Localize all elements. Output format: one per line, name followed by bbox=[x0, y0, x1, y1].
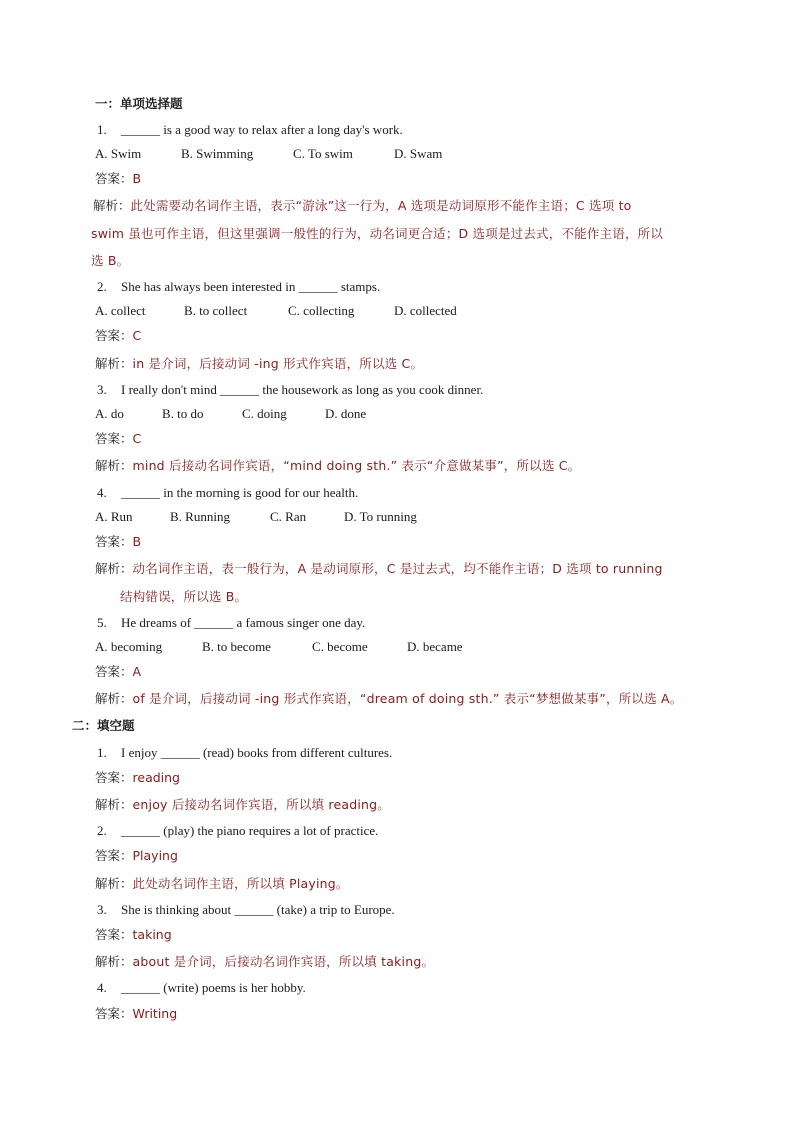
question: 2. ______ (play) the piano requires a lot of practice. bbox=[97, 823, 379, 838]
answer: 答案：reading bbox=[95, 770, 180, 785]
explanation-line: swim 虽也可作主语，但这里强调一般性的行为，动名词更合适；D 选项是过去式，不能作主语，所以 bbox=[91, 226, 664, 241]
option: A. becoming bbox=[95, 639, 163, 654]
answer: 答案：B bbox=[95, 534, 142, 549]
section-title: 二：填空题 bbox=[72, 718, 135, 733]
option: D. done bbox=[325, 406, 367, 421]
answer: 答案：Playing bbox=[95, 848, 178, 863]
options bbox=[95, 508, 417, 526]
option: C. Ran bbox=[270, 509, 307, 524]
answer: 答案：B bbox=[95, 171, 142, 186]
options bbox=[95, 302, 457, 320]
question: 5. He dreams of ______ a famous singer one day. bbox=[97, 615, 366, 630]
question: 4. ______ in the morning is good for our health. bbox=[97, 485, 359, 500]
section-title: 一：单项选择题 bbox=[95, 96, 183, 111]
answer: 答案：taking bbox=[95, 927, 172, 942]
option: D. Swam bbox=[394, 146, 443, 161]
option: B. to collect bbox=[184, 303, 248, 318]
option: B. to become bbox=[202, 639, 271, 654]
option: C. become bbox=[312, 639, 368, 654]
option: A. Run bbox=[95, 509, 133, 524]
option: C. collecting bbox=[288, 303, 355, 318]
option: C. doing bbox=[242, 406, 287, 421]
option: D. collected bbox=[394, 303, 457, 318]
option: B. Swimming bbox=[181, 146, 254, 161]
question: 4. ______ (write) poems is her hobby. bbox=[97, 980, 306, 995]
explanation: 解析：此处需要动名词作主语，表示“游泳”这一行为，A 选项是动词原形不能作主语；C 选项 to bbox=[93, 198, 632, 213]
option: D. became bbox=[407, 639, 463, 654]
question: 3. She is thinking about ______ (take) a trip to Europe. bbox=[97, 902, 395, 917]
answer: 答案：C bbox=[95, 328, 142, 343]
question: 1. I enjoy ______ (read) books from different cultures. bbox=[97, 745, 393, 760]
answer: 答案：C bbox=[95, 431, 142, 446]
option: B. to do bbox=[162, 406, 204, 421]
option: A. do bbox=[95, 406, 124, 421]
answer: 答案：Writing bbox=[95, 1006, 178, 1021]
question: 2. She has always been interested in ______ stamps. bbox=[97, 279, 381, 294]
option: A. Swim bbox=[95, 146, 142, 161]
question: 3. I really don't mind ______ the housework as long as you cook dinner. bbox=[97, 382, 484, 397]
explanation-line: 结构错误，所以选 B。 bbox=[120, 589, 248, 604]
option: A. collect bbox=[95, 303, 146, 318]
answer: 答案：A bbox=[95, 664, 142, 679]
explanation: 解析：mind 后接动名词作宾语，“mind doing sth.” 表示“介意做某事”，所以选 C。 bbox=[95, 458, 581, 473]
option: D. To running bbox=[344, 509, 417, 524]
explanation: 解析：about 是介词，后接动名词作宾语，所以填 taking。 bbox=[95, 954, 435, 969]
question: 1. ______ is a good way to relax after a long day's work. bbox=[97, 122, 403, 137]
option: B. Running bbox=[170, 509, 230, 524]
options bbox=[95, 405, 366, 423]
explanation: 解析：of 是介词，后接动词 -ing 形式作宾语，“dream of doing sth.” 表示“梦想做某事”，所以选 A。 bbox=[95, 691, 683, 706]
explanation: 解析：动名词作主语，表一般行为，A 是动词原形，C 是过去式，均不能作主语；D 选项 to running bbox=[95, 561, 663, 576]
options bbox=[95, 638, 463, 656]
explanation: 解析：enjoy 后接动名词作宾语，所以填 reading。 bbox=[95, 797, 390, 812]
option: C. To swim bbox=[293, 146, 353, 161]
explanation-line: 选 B。 bbox=[91, 253, 130, 268]
explanation: 解析：此处动名词作主语，所以填 Playing。 bbox=[95, 876, 349, 891]
explanation: 解析：in 是介词，后接动词 -ing 形式作宾语，所以选 C。 bbox=[95, 356, 424, 371]
options bbox=[95, 145, 442, 163]
